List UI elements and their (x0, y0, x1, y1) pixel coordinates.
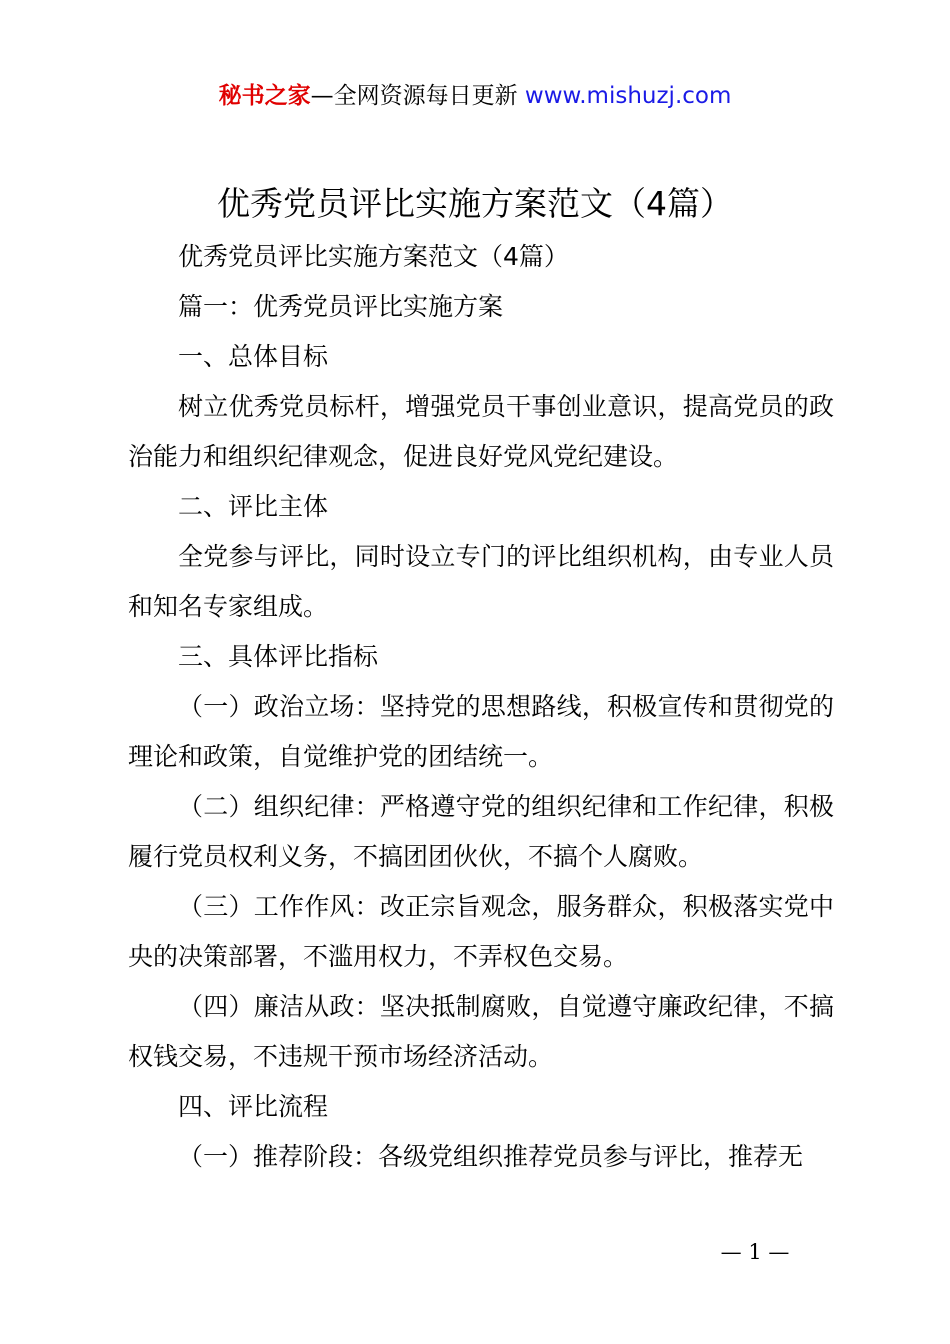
paragraph: 优秀党员评比实施方案范文（4篇） (178, 242, 569, 271)
document-body (128, 232, 834, 1182)
paragraph: （二）组织纪律：严格遵守党的组织纪律和工作纪律，积极履行党员权利义务，不搞团团伙伙，不搞个人腐败。 (128, 792, 834, 871)
paragraph: （三）工作作风：改正宗旨观念，服务群众，积极落实党中央的决策部署，不滥用权力，不弄权色交易。 (128, 892, 834, 971)
section-heading: 三、具体评比指标 (178, 642, 379, 671)
section-heading: 四、评比流程 (178, 1092, 329, 1121)
paragraph: （一）政治立场：坚持党的思想路线，积极宣传和贯彻党的理论和政策，自觉维护党的团结统一。 (128, 692, 834, 771)
site-header (0, 80, 950, 112)
site-brand: 秘书之家 (218, 83, 311, 109)
paragraph: 树立优秀党员标杆，增强党员干事创业意识，提高党员的政治能力和组织纪律观念，促进良好党风党纪建设。 (128, 392, 834, 471)
paragraph: （四）廉洁从政：坚决抵制腐败，自觉遵守廉政纪律，不搞权钱交易，不违规干预市场经济活动。 (128, 992, 834, 1071)
section-heading: 一、总体目标 (178, 342, 329, 371)
section-heading: 篇一：优秀党员评比实施方案 (178, 292, 504, 321)
site-tagline: —全网资源每日更新 (310, 83, 518, 109)
section-heading: 二、评比主体 (178, 492, 329, 521)
page-number: — 1 — (720, 1240, 790, 1264)
site-url-link[interactable]: www.mishuzj.com (524, 83, 732, 109)
paragraph: （一）推荐阶段：各级党组织推荐党员参与评比，推荐无 (178, 1142, 804, 1171)
paragraph: 全党参与评比，同时设立专门的评比组织机构，由专业人员和知名专家组成。 (128, 542, 834, 621)
document-title: 优秀党员评比实施方案范文（4篇） (217, 184, 733, 223)
